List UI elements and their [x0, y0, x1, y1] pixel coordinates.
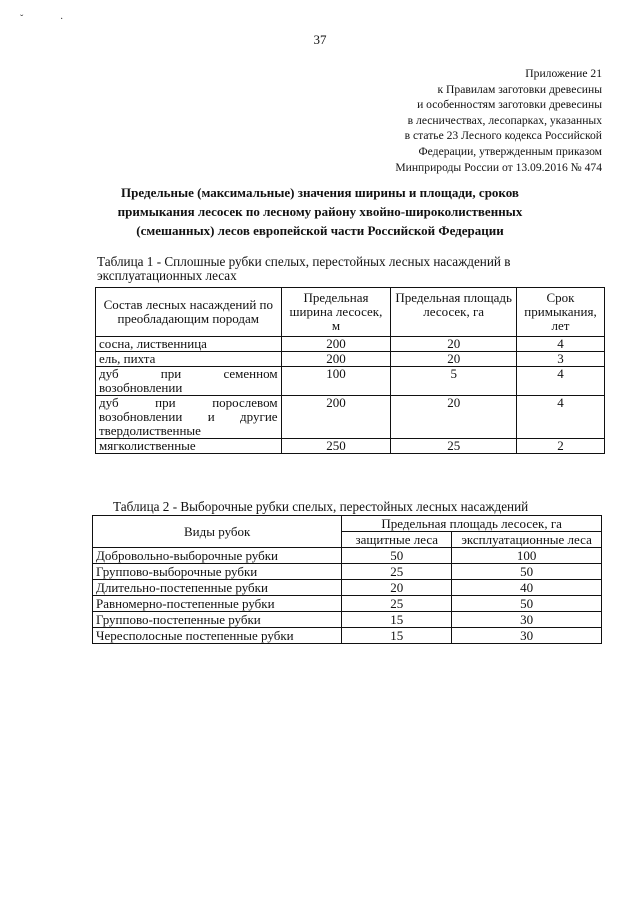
cell-type: Группово-постепенные рубки	[93, 612, 342, 628]
appendix-line: Приложение 21	[525, 67, 602, 80]
cell-width: 200	[281, 337, 391, 352]
cell-protective: 20	[342, 580, 452, 596]
cell-exploitation: 50	[452, 596, 602, 612]
page-number: 37	[313, 32, 327, 47]
header-protective: защитные леса	[342, 532, 452, 548]
cell-species: сосна, лиственница	[96, 337, 282, 352]
clearcut-table	[95, 287, 605, 454]
appendix-line: в статье 23 Лесного кодекса Российской	[404, 129, 602, 143]
header-cutting-type: Виды рубок	[93, 516, 342, 548]
appendix-line: Минприроды России от 13.09.2016 № 474	[395, 160, 602, 174]
table-header-row	[93, 516, 602, 532]
cell-width: 200	[281, 396, 391, 439]
cell-species: дуб при семенном возобновлении	[96, 367, 282, 396]
table-row	[96, 396, 605, 439]
cell-term: 4	[517, 337, 605, 352]
cell-term: 2	[517, 439, 605, 454]
cell-protective: 25	[342, 564, 452, 580]
appendix-note	[302, 66, 602, 175]
cell-protective: 15	[342, 612, 452, 628]
header-term: Срок примыкания, лет	[517, 288, 605, 337]
cell-area: 20	[391, 337, 517, 352]
cell-term: 3	[517, 352, 605, 367]
document-title: Предельные (максимальные) значения ширины и площади, сроков примыкания лесосек по лесному району хвойно-широколиственных (смешанных) лесов европейской части Российской Федерации	[117, 185, 523, 238]
table2-caption: Таблица 2 - Выборочные рубки спелых, перестойных лесных насаждений	[113, 499, 529, 514]
table-header-row	[96, 288, 605, 337]
cell-protective: 50	[342, 548, 452, 564]
cell-type: Чересполосные постепенные рубки	[93, 628, 342, 644]
cell-exploitation: 30	[452, 628, 602, 644]
cell-type: Добровольно-выборочные рубки	[93, 548, 342, 564]
header-area-group: Предельная площадь лесосек, га	[342, 516, 602, 532]
table-row	[93, 564, 602, 580]
cell-species: мягколиственные	[96, 439, 282, 454]
cell-width: 250	[281, 439, 391, 454]
scan-mark: ·	[60, 14, 64, 25]
cell-term: 4	[517, 396, 605, 439]
header-area: Предельная площадь лесосек, га	[391, 288, 517, 337]
cell-area: 20	[391, 352, 517, 367]
appendix-line: к Правилам заготовки древесины	[437, 82, 602, 96]
appendix-line: Федерации, утвержденным приказом	[418, 144, 602, 158]
cell-protective: 25	[342, 596, 452, 612]
table-row	[96, 337, 605, 352]
table-row	[93, 628, 602, 644]
table1-caption: Таблица 1 - Сплошные рубки спелых, перестойных лесных насаждений в эксплуатационных лесах	[97, 254, 511, 283]
cell-type: Равномерно-постепенные рубки	[93, 596, 342, 612]
cell-area: 20	[391, 396, 517, 439]
header-exploitation: эксплуатационные леса	[452, 532, 602, 548]
table-row	[93, 580, 602, 596]
cell-species: дуб при порослевом возобновлении и другие твердолиственные	[96, 396, 282, 439]
cell-area: 5	[391, 367, 517, 396]
cell-area: 25	[391, 439, 517, 454]
table-row	[93, 548, 602, 564]
table-row	[93, 612, 602, 628]
appendix-line: и особенностям заготовки древесины	[417, 98, 602, 112]
cell-type: Длительно-постепенные рубки	[93, 580, 342, 596]
cell-width: 200	[281, 352, 391, 367]
cell-exploitation: 30	[452, 612, 602, 628]
table-row	[96, 367, 605, 396]
cell-species: ель, пихта	[96, 352, 282, 367]
cell-exploitation: 50	[452, 564, 602, 580]
cell-exploitation: 40	[452, 580, 602, 596]
table-row	[96, 352, 605, 367]
cell-width: 100	[281, 367, 391, 396]
table-row	[93, 596, 602, 612]
cell-protective: 15	[342, 628, 452, 644]
header-species: Состав лесных насаждений по преобладающим породам	[96, 288, 282, 337]
header-width: Предельная ширина лесосек, м	[281, 288, 391, 337]
table-row	[96, 439, 605, 454]
cell-exploitation: 100	[452, 548, 602, 564]
scan-mark: ˇ	[20, 14, 24, 25]
appendix-line: в лесничествах, лесопарках, указанных	[407, 113, 602, 127]
cell-term: 4	[517, 367, 605, 396]
cell-type: Группово-выборочные рубки	[93, 564, 342, 580]
selective-cutting-table	[92, 515, 602, 644]
